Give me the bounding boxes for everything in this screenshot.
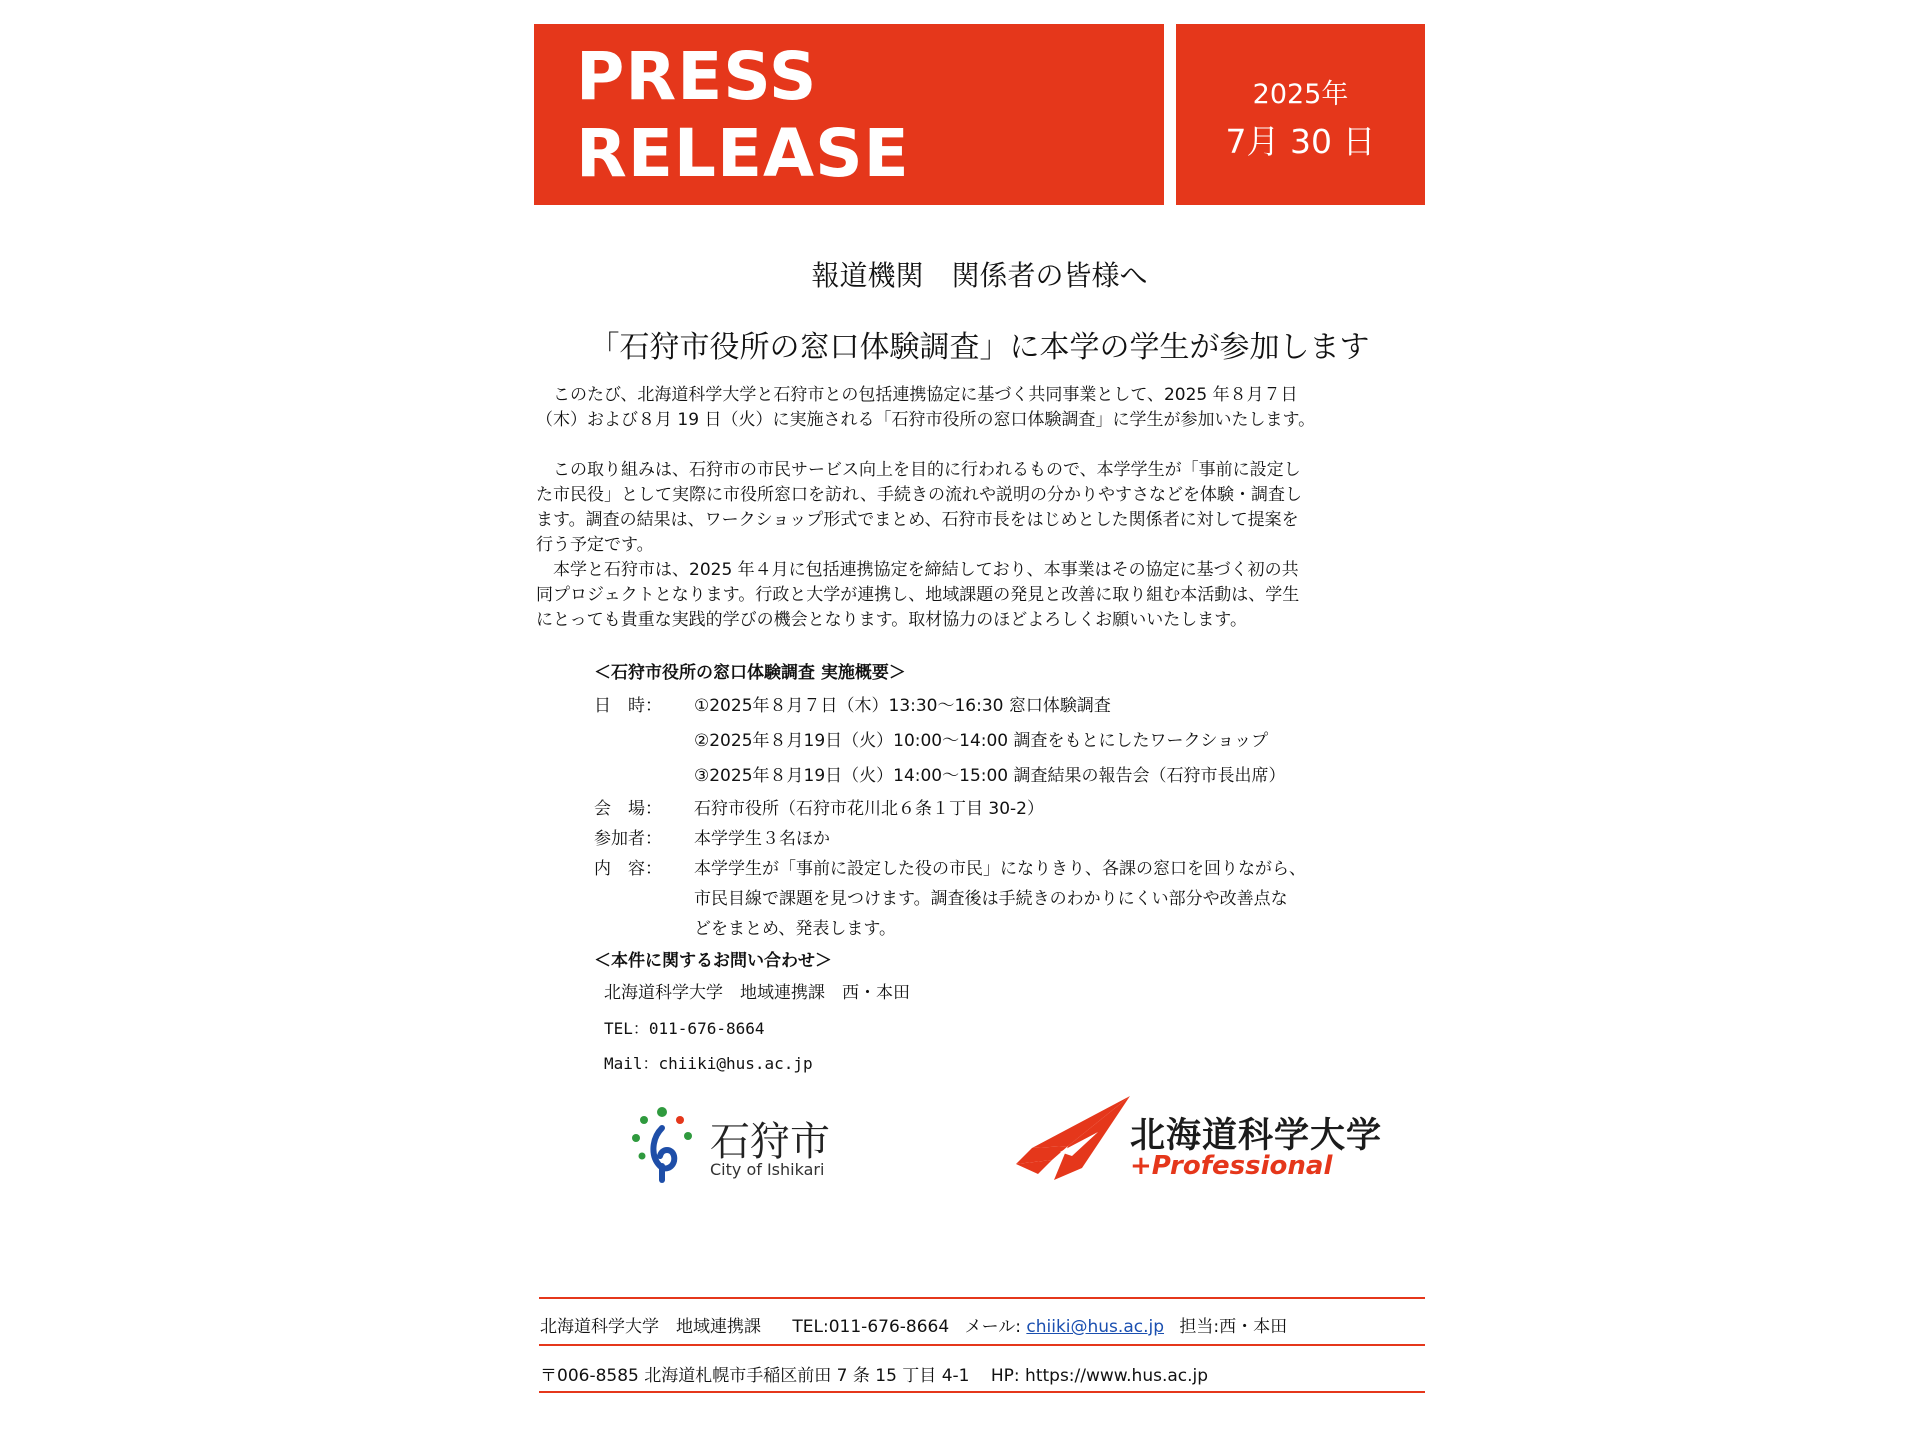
text-line: た市民役」として実際に市役所窓口を訪れ、手続きの流れや説明の分かりやすさなどを体験・調査し — [536, 485, 1303, 505]
text-line: にとっても貴重な実践的学びの機会となります。取材協力のほどよろしくお願いいたします。 — [536, 610, 1247, 630]
content-line: どをまとめ、発表します。 — [694, 919, 896, 939]
footer-rule — [539, 1344, 1425, 1346]
schedule-item: ①2025年８月７日（木）13:30～16:30 窓口体験調査 — [694, 696, 1111, 716]
datetime-label: 日 時： — [594, 696, 662, 716]
hus-tagline: +Professional — [1130, 1151, 1333, 1181]
participants-label: 参加者： — [594, 829, 662, 849]
ishikari-name: 石狩市 — [710, 1119, 830, 1165]
salutation: 報道機関 関係者の皆様へ — [811, 259, 1148, 292]
text-line: 本学と石狩市は、2025 年４月に包括連携協定を締結しており、本事業はその協定に基づく初の共 — [536, 560, 1299, 580]
content-label: 内 容： — [594, 859, 662, 879]
contact-mail: Mail：chiiki@hus.ac.jp — [604, 1054, 813, 1073]
paragraph-3 — [536, 558, 1425, 633]
release-date: 7月 30 日 — [1225, 122, 1376, 161]
venue-value: 石狩市役所（石狩市花川北６条１丁目 30-2） — [694, 799, 1044, 819]
footer-contact-line — [540, 1312, 1287, 1337]
contact-block — [594, 946, 910, 1081]
content-line: 市民目線で課題を見つけます。調査後は手続きのわかりにくい部分や改善点な — [694, 889, 1288, 909]
footer-org: 北海道科学大学 地域連携課 — [540, 1317, 761, 1337]
outline-content — [594, 854, 1394, 944]
footer-mail-link[interactable]: chiiki@hus.ac.jp — [1026, 1317, 1165, 1337]
outline-datetime — [594, 689, 1394, 794]
press-release-title: PRESS RELEASE — [576, 37, 910, 192]
outline-venue — [594, 794, 1394, 824]
venue-label: 会 場： — [594, 799, 662, 819]
text-line: 同プロジェクトとなります。行政と大学が連携し、地域課題の発見と改善に取り組む本活動は、学生 — [536, 585, 1300, 605]
contact-tel: TEL：011-676-8664 — [604, 1019, 765, 1038]
footer-address-line — [540, 1361, 1208, 1386]
footer-tel: TEL:011-676-8664 — [792, 1317, 950, 1337]
schedule-item: ③2025年８月19日（火）14:00～15:00 調査結果の報告会（石狩市長出席） — [694, 766, 1286, 786]
content-line: 本学学生が「事前に設定した役の市民」になりきり、各課の窓口を回りながら、 — [694, 859, 1306, 879]
press-release-banner — [534, 24, 1164, 205]
hus-university-logo — [1012, 1094, 1392, 1194]
footer-rule — [539, 1297, 1425, 1299]
contact-org: 北海道科学大学 地域連携課 西・本田 — [604, 983, 910, 1003]
contact-heading: ＜本件に関するお問い合わせ＞ — [594, 951, 832, 971]
text-line: （木）および８月 19 日（火）に実施される「石狩市役所の窓口体験調査」に学生が参加いたします。 — [536, 410, 1316, 430]
text-line: ます。調査の結果は、ワークショップ形式でまとめ、石狩市長をはじめとした関係者に対して提案を — [536, 510, 1299, 530]
ishikari-city-logo — [622, 1104, 852, 1184]
body-text — [536, 383, 1425, 633]
hus-name: 北海道科学大学 — [1130, 1116, 1383, 1156]
schedule-item: ②2025年８月19日（火）10:00～14:00 調査をもとにしたワークショップ — [694, 731, 1269, 751]
footer-homepage[interactable]: HP: https://www.hus.ac.jp — [990, 1366, 1209, 1386]
ishikari-subtitle: City of Ishikari — [710, 1160, 825, 1179]
footer-mail-label: メール: — [964, 1317, 1021, 1337]
text-line: この取り組みは、石狩市の市民サービス向上を目的に行われるもので、本学学生が「事前に設定し — [536, 460, 1301, 480]
hus-wing-emblem-icon — [1012, 1094, 1132, 1190]
footer-address: 〒006-8585 北海道札幌市手稲区前田 7 条 15 丁目 4-1 — [540, 1366, 970, 1386]
footer-rule — [539, 1391, 1425, 1393]
footer-person: 担当:西・本田 — [1179, 1317, 1288, 1337]
text-line: 行う予定です。 — [536, 535, 654, 555]
participants-value: 本学学生３名ほか — [694, 829, 830, 849]
event-outline — [594, 658, 1394, 944]
paragraph-2 — [536, 458, 1425, 558]
release-year: 2025年 — [1252, 79, 1349, 110]
outline-participants — [594, 824, 1394, 854]
ishikari-emblem-icon — [622, 1104, 702, 1184]
release-date-box — [1176, 24, 1425, 205]
paragraph-1 — [536, 383, 1425, 433]
outline-heading: ＜石狩市役所の窓口体験調査 実施概要＞ — [594, 663, 906, 683]
text-line: このたび、北海道科学大学と石狩市との包括連携協定に基づく共同事業として、2025 年８月７日 — [536, 385, 1298, 405]
headline: 「石狩市役所の窓口体験調査」に本学の学生が参加します — [589, 330, 1370, 365]
